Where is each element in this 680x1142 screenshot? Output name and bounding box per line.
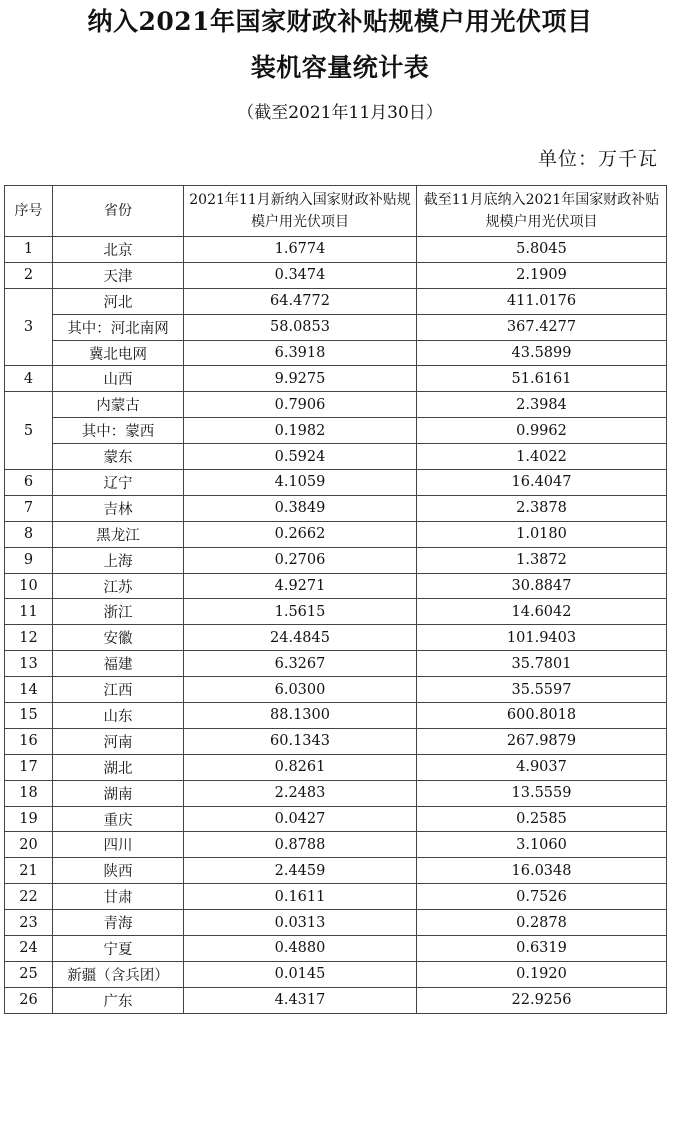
cumulative-capacity-cell: 0.2585 xyxy=(417,806,667,832)
province-cell: 陕西 xyxy=(53,858,184,884)
province-cell: 蒙东 xyxy=(53,444,184,470)
table-row xyxy=(5,366,667,392)
row-number-cell: 13 xyxy=(5,651,53,677)
province-cell: 重庆 xyxy=(53,806,184,832)
row-number-cell: 14 xyxy=(5,677,53,703)
table-row xyxy=(5,910,667,936)
row-number-cell: 3 xyxy=(5,288,53,366)
row-number-cell: 17 xyxy=(5,754,53,780)
row-number-cell: 21 xyxy=(5,858,53,884)
cumulative-capacity-cell: 0.2878 xyxy=(417,910,667,936)
cumulative-capacity-cell: 411.0176 xyxy=(417,288,667,314)
cumulative-capacity-cell: 367.4277 xyxy=(417,314,667,340)
province-cell: 内蒙古 xyxy=(53,392,184,418)
new-capacity-cell: 0.1611 xyxy=(184,884,417,910)
new-capacity-cell: 0.5924 xyxy=(184,444,417,470)
row-number-cell: 11 xyxy=(5,599,53,625)
table-row xyxy=(5,832,667,858)
row-number-cell: 5 xyxy=(5,392,53,470)
table-header-row xyxy=(5,186,667,237)
new-capacity-cell: 0.7906 xyxy=(184,392,417,418)
new-capacity-cell: 2.4459 xyxy=(184,858,417,884)
table-row xyxy=(5,961,667,987)
cumulative-capacity-cell: 4.9037 xyxy=(417,754,667,780)
province-cell: 其中：河北南网 xyxy=(53,314,184,340)
cumulative-capacity-cell: 2.3984 xyxy=(417,392,667,418)
row-number-cell: 9 xyxy=(5,547,53,573)
cumulative-capacity-cell: 16.0348 xyxy=(417,858,667,884)
row-number-cell: 10 xyxy=(5,573,53,599)
table-row xyxy=(5,314,667,340)
capacity-table xyxy=(4,185,667,1014)
new-capacity-cell: 0.0427 xyxy=(184,806,417,832)
table-row xyxy=(5,547,667,573)
header-new-capacity: 2021年11月新纳入国家财政补贴规模户用光伏项目 xyxy=(184,186,417,237)
row-number-cell: 7 xyxy=(5,495,53,521)
province-cell: 河北 xyxy=(53,288,184,314)
cumulative-capacity-cell: 1.0180 xyxy=(417,521,667,547)
new-capacity-cell: 6.3267 xyxy=(184,651,417,677)
table-row xyxy=(5,599,667,625)
new-capacity-cell: 1.6774 xyxy=(184,237,417,263)
new-capacity-cell: 58.0853 xyxy=(184,314,417,340)
row-number-cell: 19 xyxy=(5,806,53,832)
province-cell: 江西 xyxy=(53,677,184,703)
new-capacity-cell: 0.4880 xyxy=(184,936,417,962)
cumulative-capacity-cell: 0.7526 xyxy=(417,884,667,910)
cumulative-capacity-cell: 14.6042 xyxy=(417,599,667,625)
new-capacity-cell: 0.8788 xyxy=(184,832,417,858)
new-capacity-cell: 64.4772 xyxy=(184,288,417,314)
province-cell: 江苏 xyxy=(53,573,184,599)
new-capacity-cell: 6.0300 xyxy=(184,677,417,703)
new-capacity-cell: 9.9275 xyxy=(184,366,417,392)
table-row xyxy=(5,936,667,962)
province-cell: 福建 xyxy=(53,651,184,677)
table-row xyxy=(5,418,667,444)
table-row xyxy=(5,884,667,910)
cumulative-capacity-cell: 30.8847 xyxy=(417,573,667,599)
new-capacity-cell: 0.8261 xyxy=(184,754,417,780)
province-cell: 湖北 xyxy=(53,754,184,780)
table-row xyxy=(5,237,667,263)
cumulative-capacity-cell: 0.6319 xyxy=(417,936,667,962)
table-row xyxy=(5,754,667,780)
province-cell: 北京 xyxy=(53,237,184,263)
table-row xyxy=(5,444,667,470)
province-cell: 冀北电网 xyxy=(53,340,184,366)
cumulative-capacity-cell: 2.3878 xyxy=(417,495,667,521)
province-cell: 山西 xyxy=(53,366,184,392)
new-capacity-cell: 4.4317 xyxy=(184,987,417,1013)
province-cell: 黑龙江 xyxy=(53,521,184,547)
province-cell: 新疆（含兵团） xyxy=(53,961,184,987)
new-capacity-cell: 0.3474 xyxy=(184,262,417,288)
row-number-cell: 22 xyxy=(5,884,53,910)
table-row xyxy=(5,573,667,599)
new-capacity-cell: 1.5615 xyxy=(184,599,417,625)
cumulative-capacity-cell: 267.9879 xyxy=(417,728,667,754)
province-cell: 山东 xyxy=(53,703,184,729)
cumulative-capacity-cell: 51.6161 xyxy=(417,366,667,392)
row-number-cell: 12 xyxy=(5,625,53,651)
cumulative-capacity-cell: 43.5899 xyxy=(417,340,667,366)
row-number-cell: 24 xyxy=(5,936,53,962)
header-province: 省份 xyxy=(53,186,184,237)
row-number-cell: 2 xyxy=(5,262,53,288)
new-capacity-cell: 0.0313 xyxy=(184,910,417,936)
province-cell: 辽宁 xyxy=(53,470,184,496)
new-capacity-cell: 88.1300 xyxy=(184,703,417,729)
cumulative-capacity-cell: 22.9256 xyxy=(417,987,667,1013)
unit-label: 单位：万千瓦 xyxy=(537,148,658,170)
new-capacity-cell: 24.4845 xyxy=(184,625,417,651)
table-row xyxy=(5,806,667,832)
table-row xyxy=(5,470,667,496)
document-title-line2: 装机容量统计表 xyxy=(250,53,430,82)
province-cell: 四川 xyxy=(53,832,184,858)
table-row xyxy=(5,521,667,547)
province-cell: 浙江 xyxy=(53,599,184,625)
table-row xyxy=(5,728,667,754)
row-number-cell: 26 xyxy=(5,987,53,1013)
table-row xyxy=(5,340,667,366)
new-capacity-cell: 4.9271 xyxy=(184,573,417,599)
row-number-cell: 25 xyxy=(5,961,53,987)
cumulative-capacity-cell: 600.8018 xyxy=(417,703,667,729)
cumulative-capacity-cell: 5.8045 xyxy=(417,237,667,263)
date-note: （截至2021年11月30日） xyxy=(237,103,443,123)
row-number-cell: 1 xyxy=(5,237,53,263)
cumulative-capacity-cell: 0.9962 xyxy=(417,418,667,444)
new-capacity-cell: 2.2483 xyxy=(184,780,417,806)
table-row xyxy=(5,858,667,884)
table-row xyxy=(5,392,667,418)
province-cell: 湖南 xyxy=(53,780,184,806)
new-capacity-cell: 6.3918 xyxy=(184,340,417,366)
cumulative-capacity-cell: 2.1909 xyxy=(417,262,667,288)
cumulative-capacity-cell: 35.5597 xyxy=(417,677,667,703)
table-row xyxy=(5,987,667,1013)
province-cell: 上海 xyxy=(53,547,184,573)
table-row xyxy=(5,651,667,677)
cumulative-capacity-cell: 101.9403 xyxy=(417,625,667,651)
cumulative-capacity-cell: 16.4047 xyxy=(417,470,667,496)
new-capacity-cell: 0.2662 xyxy=(184,521,417,547)
row-number-cell: 16 xyxy=(5,728,53,754)
new-capacity-cell: 4.1059 xyxy=(184,470,417,496)
cumulative-capacity-cell: 3.1060 xyxy=(417,832,667,858)
row-number-cell: 4 xyxy=(5,366,53,392)
row-number-cell: 18 xyxy=(5,780,53,806)
table-row xyxy=(5,677,667,703)
table-row xyxy=(5,780,667,806)
table-row xyxy=(5,288,667,314)
province-cell: 甘肃 xyxy=(53,884,184,910)
province-cell: 安徽 xyxy=(53,625,184,651)
province-cell: 吉林 xyxy=(53,495,184,521)
province-cell: 广东 xyxy=(53,987,184,1013)
province-cell: 宁夏 xyxy=(53,936,184,962)
row-number-cell: 20 xyxy=(5,832,53,858)
table-row xyxy=(5,495,667,521)
row-number-cell: 23 xyxy=(5,910,53,936)
province-cell: 河南 xyxy=(53,728,184,754)
new-capacity-cell: 0.0145 xyxy=(184,961,417,987)
table-row xyxy=(5,262,667,288)
table-row xyxy=(5,625,667,651)
new-capacity-cell: 0.3849 xyxy=(184,495,417,521)
cumulative-capacity-cell: 1.4022 xyxy=(417,444,667,470)
row-number-cell: 15 xyxy=(5,703,53,729)
new-capacity-cell: 0.1982 xyxy=(184,418,417,444)
province-cell: 其中：蒙西 xyxy=(53,418,184,444)
province-cell: 天津 xyxy=(53,262,184,288)
cumulative-capacity-cell: 35.7801 xyxy=(417,651,667,677)
document-title-line1: 纳入2021年国家财政补贴规模户用光伏项目 xyxy=(87,7,593,36)
cumulative-capacity-cell: 1.3872 xyxy=(417,547,667,573)
table-row xyxy=(5,703,667,729)
row-number-cell: 6 xyxy=(5,470,53,496)
header-cumulative-capacity: 截至11月底纳入2021年国家财政补贴规模户用光伏项目 xyxy=(417,186,667,237)
cumulative-capacity-cell: 13.5559 xyxy=(417,780,667,806)
row-number-cell: 8 xyxy=(5,521,53,547)
header-no: 序号 xyxy=(5,186,53,237)
new-capacity-cell: 0.2706 xyxy=(184,547,417,573)
new-capacity-cell: 60.1343 xyxy=(184,728,417,754)
cumulative-capacity-cell: 0.1920 xyxy=(417,961,667,987)
province-cell: 青海 xyxy=(53,910,184,936)
